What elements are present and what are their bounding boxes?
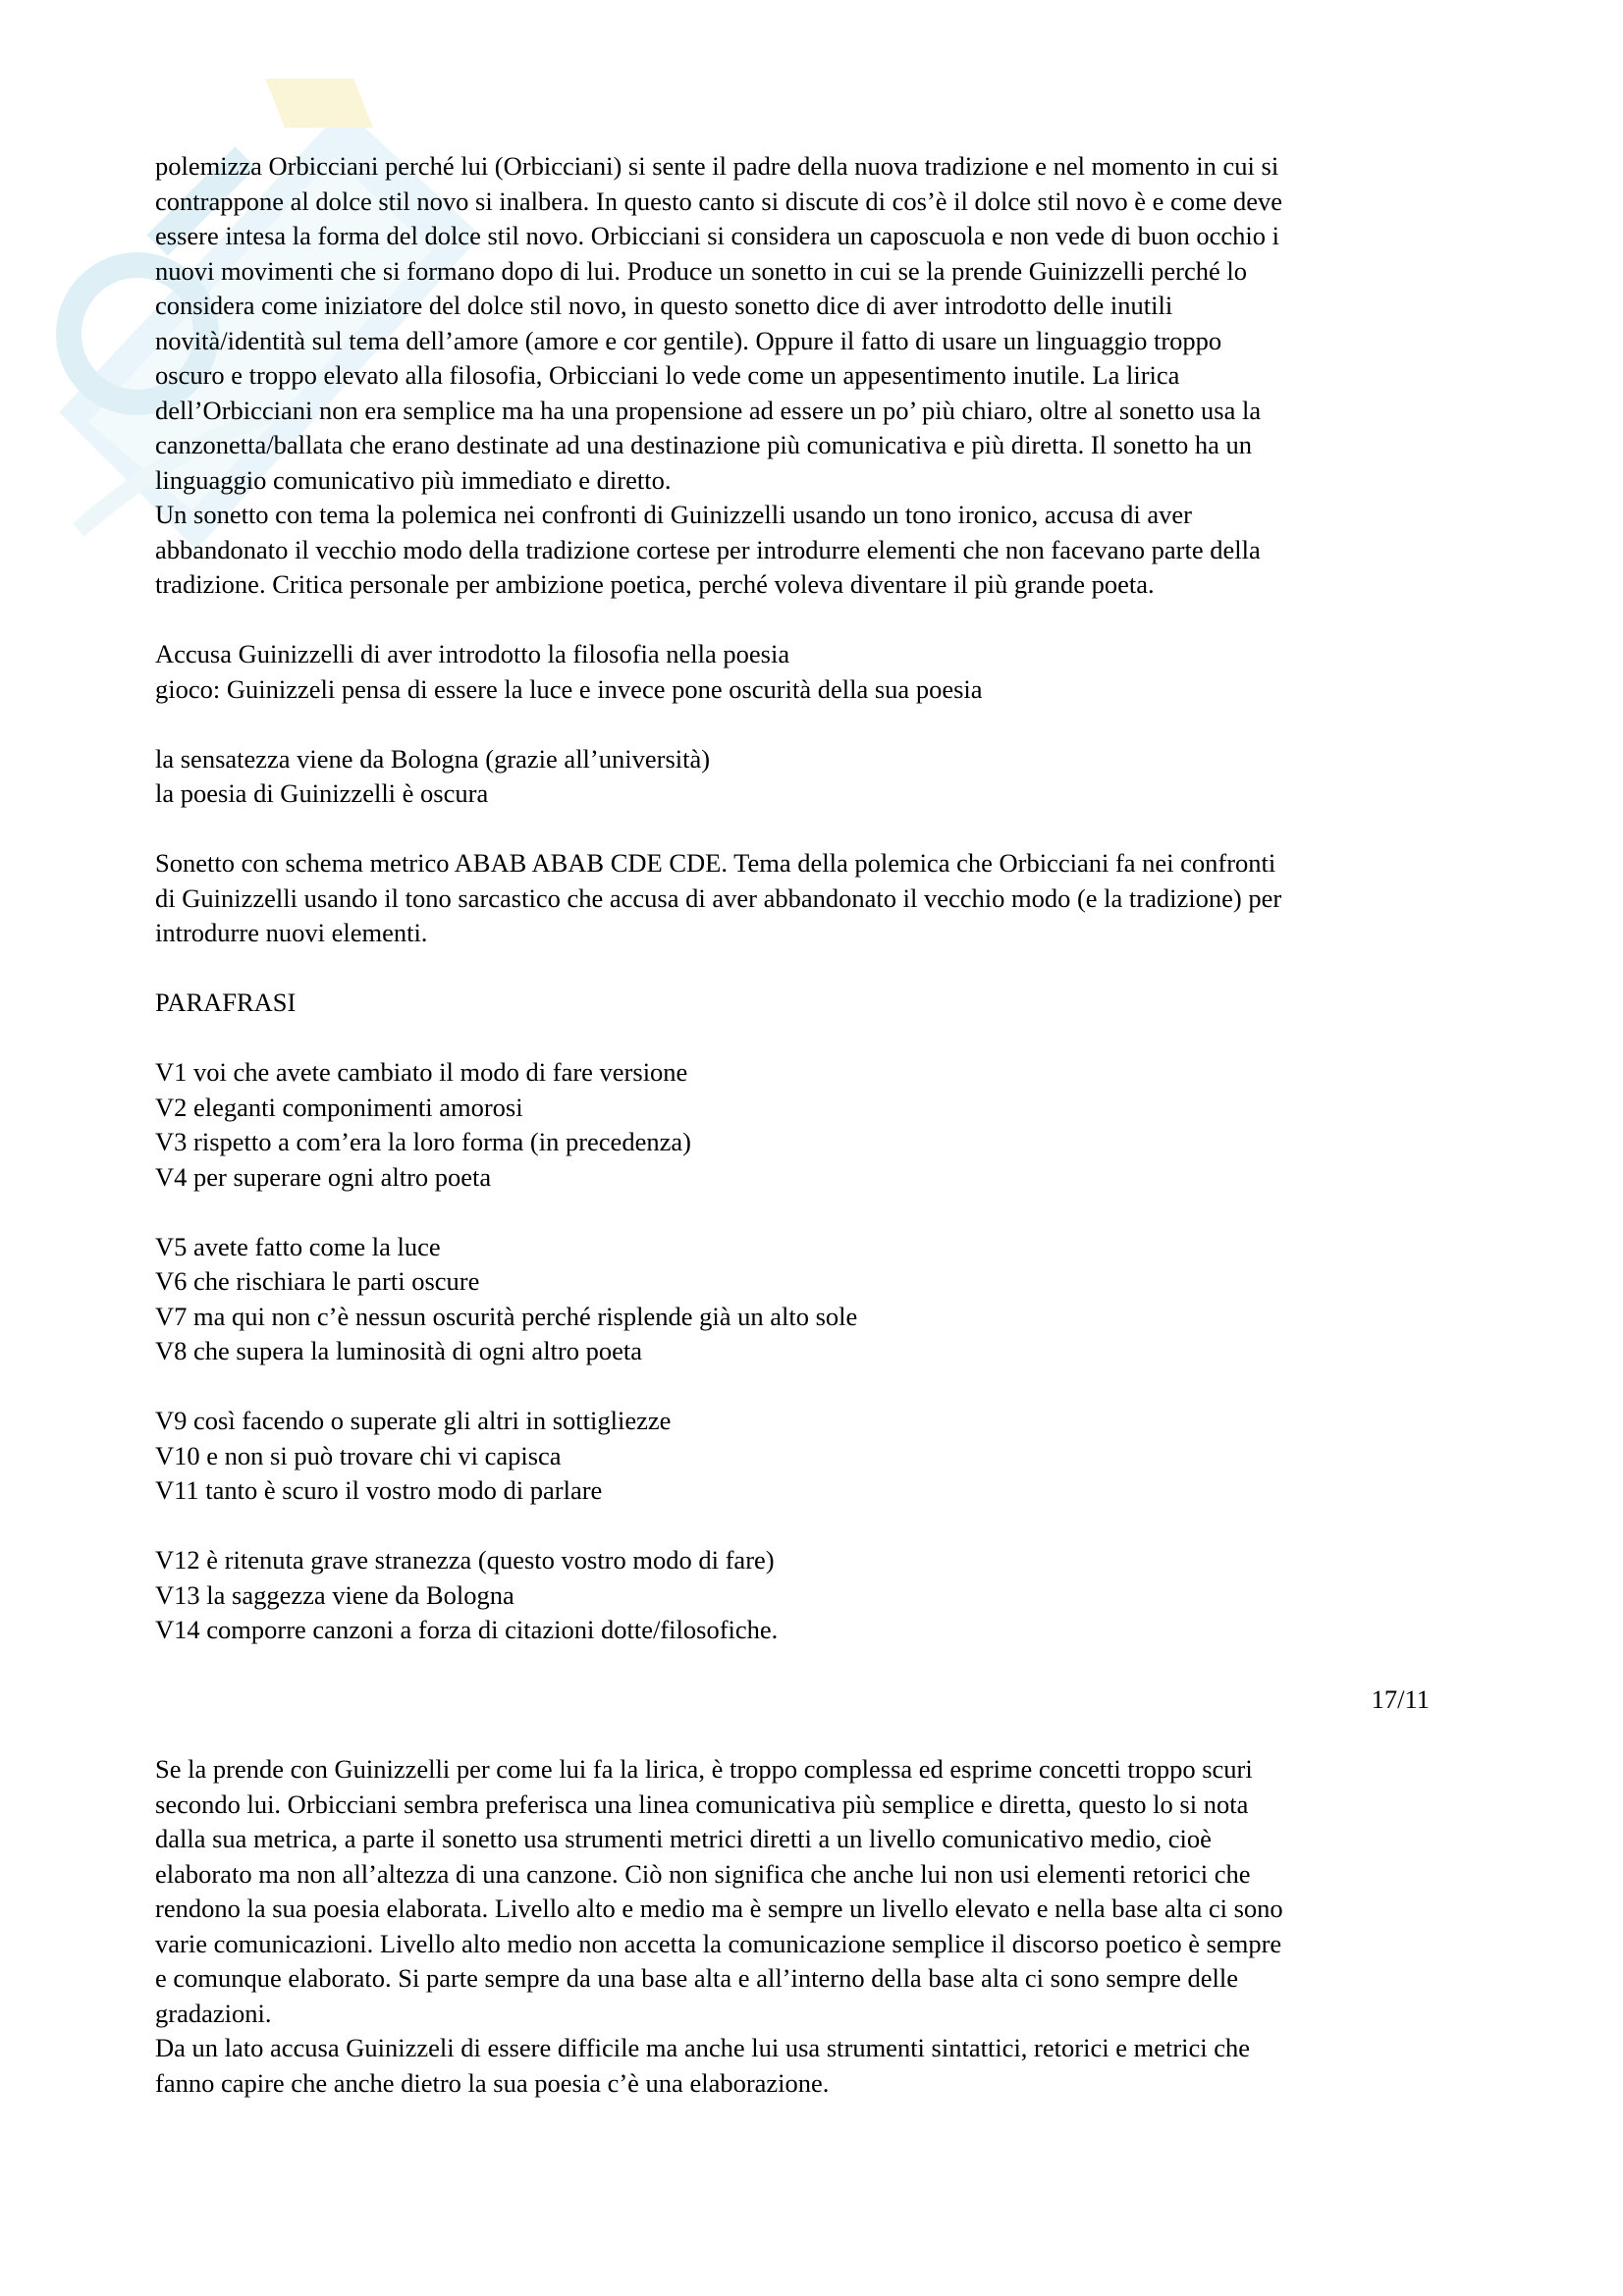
verse-line: V3 rispetto a com’era la loro forma (in precedenza)	[155, 1127, 691, 1156]
verse-line: V4 per superare ogni altro poeta	[155, 1161, 492, 1192]
spacer	[155, 951, 1481, 987]
verse-line: V2 eleganti componimenti amorosi	[155, 1092, 523, 1122]
spacer	[155, 1509, 1481, 1544]
intro-paragraph: polemizza Orbicciani perché lui (Orbicciani) si sente il padre della nuova tradizione e nel momento in cui si contrappone al dolce stil novo si inalbera. In questo canto si discute di cos’è il dolce stil novo è e come deve essere intesa la forma del dolce stil novo. Orbicciani si considera un caposcuola e non vede di buon occhio i nuovi movimenti che si formano dopo di lui. Produce un sonetto in cui se la prende Guinizzelli perché lo considera come iniziatore del dolce stil novo, in questo sonetto dice di aver introdotto delle inutili novità/identità sul tema dell’amore (amore e cor gentile). Oppure il fatto di usare un linguaggio troppo oscuro e troppo elevato alla filosofia, Orbicciani lo vede come un appesentimento inutile. La lirica dell’Orbicciani non era semplice ma ha una propensione ad essere un po’ più chiaro, oltre al sonetto usa la canzonetta/ballata che erano destinate ad una destinazione più comunicativa e più diretta. Il sonetto ha un linguaggio comunicativo più immediato e diretto. Un sonetto con tema la polemica nei confronti di Guinizzelli usando un tono ironico, accusa di aver abbandonato il vecchio modo della tradizione cortese per introdurre elementi che non facevano parte della tradizione. Critica personale per ambizione poetica, perché voleva diventare il più grande poeta.	[155, 151, 1283, 599]
lesson-date: 17/11	[1371, 1684, 1430, 1714]
bologna-block: la sensatezza viene da Bologna (grazie all’università) la poesia di Guinizzelli è oscura	[155, 743, 711, 808]
verse-line: V13 la saggezza viene da Bologna	[155, 1579, 514, 1610]
spacer	[155, 812, 1481, 847]
spacer	[155, 1648, 1481, 1683]
sonetto-paragraph: Sonetto con schema metrico ABAB ABAB CDE CDE. Tema della polemica che Orbicciani fa nei confronti di Guinizzelli usando il tono sarcastico che accusa di aver abbandonato il vecchio modo (e la tradizione) per introdurre nuovi elementi.	[155, 848, 1282, 947]
verse-line: V10 e non si può trovare chi vi capisca	[155, 1440, 562, 1470]
verse-line: V6 che rischiara le parti oscure	[155, 1266, 480, 1296]
stanza-4	[155, 1543, 1481, 1648]
spacer	[155, 707, 1481, 742]
verse-line: V1 voi che avete cambiato il modo di fare versione	[155, 1057, 688, 1087]
document-body	[155, 149, 1481, 2101]
spacer	[155, 1021, 1481, 1056]
spacer	[155, 1718, 1481, 1753]
stanza-3	[155, 1404, 1481, 1509]
stanza-1	[155, 1055, 1481, 1195]
verse-line: V9 così facendo o superate gli altri in sottigliezze	[155, 1406, 672, 1435]
verse-line: V14 comporre canzoni a forza di citazioni dotte/filosofiche.	[155, 1615, 779, 1644]
stanza-2	[155, 1230, 1481, 1369]
spacer	[155, 1195, 1481, 1230]
verse-line: V12 è ritenuta grave stranezza (questo vostro modo di fare)	[155, 1545, 775, 1575]
parafrasi-heading: PARAFRASI	[155, 988, 297, 1017]
verse-line: V7 ma qui non c’è nessun oscurità perché risplende già un alto sole	[155, 1301, 858, 1331]
verse-line: V11 tanto è scuro il vostro modo di parlare	[155, 1475, 603, 1505]
verse-line: V5 avete fatto come la luce	[155, 1231, 441, 1261]
closing-paragraph: Se la prende con Guinizzelli per come lui fa la lirica, è troppo complessa ed esprime concetti troppo scuri secondo lui. Orbicciani sembra preferisca una linea comunicativa più semplice e diretta, questo lo si nota dalla sua metrica, a parte il sonetto usa strumenti metrici diretti a un livello comunicativo medio, cioè elaborato ma non all’altezza di una canzone. Ciò non significa che anche lui non usi elementi retorici che rendono la sua poesia elaborata. Livello alto e medio ma è sempre un livello elevato e nella base alta ci sono varie comunicazioni. Livello alto medio non accetta la comunicazione semplice il discorso poetico è sempre e comunque elaborato. Si parte sempre da una base alta e all’interno della base alta ci sono sempre delle gradazioni. Da un lato accusa Guinizzeli di essere difficile ma anche lui usa strumenti sintattici, retorici e metrici che fanno capire che anche dietro la sua poesia c’è una elaborazione.	[155, 1754, 1283, 2098]
spacer	[155, 1369, 1481, 1405]
spacer	[155, 603, 1481, 638]
verse-line: V8 che supera la luminosità di ogni altro poeta	[155, 1336, 643, 1365]
accusa-block: Accusa Guinizzelli di aver introdotto la filosofia nella poesia gioco: Guinizzeli pensa di essere la luce e invece pone oscurità della sua poesia	[155, 639, 983, 704]
